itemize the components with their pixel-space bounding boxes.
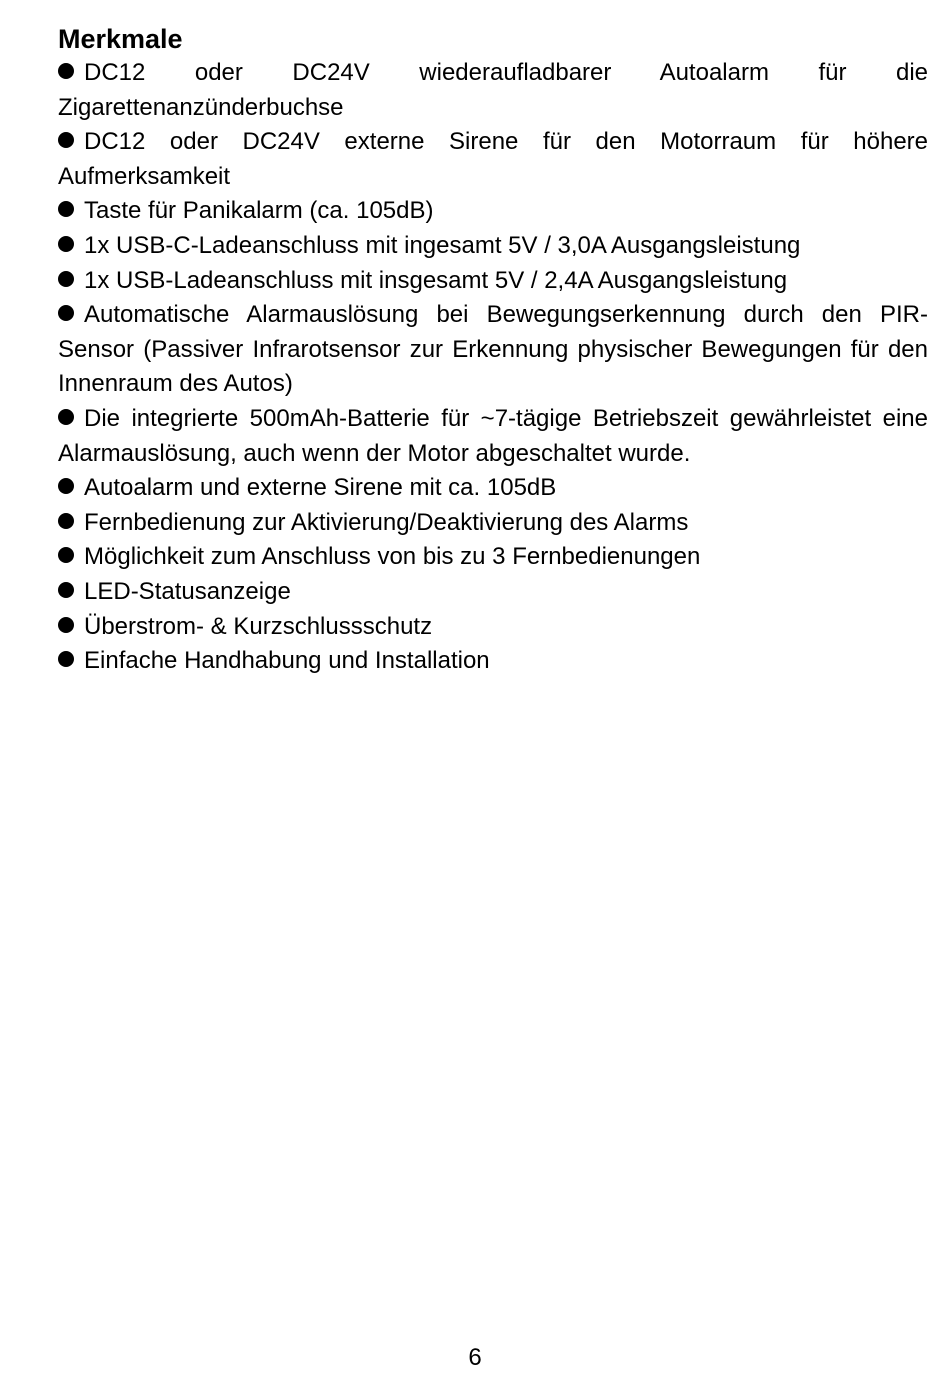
bullet-icon — [58, 201, 74, 217]
bullet-icon — [58, 651, 74, 667]
feature-text: DC12 oder DC24V externe Sirene für den Motorraum für höhere Aufmerksamkeit — [58, 128, 928, 190]
bullet-icon — [58, 132, 74, 148]
bullet-icon — [58, 617, 74, 633]
feature-item — [58, 229, 928, 264]
feature-item — [58, 194, 928, 229]
feature-text: 1x USB-Ladeanschluss mit insgesamt 5V / 2,4A Ausgangsleistung — [84, 266, 788, 294]
bullet-icon — [58, 513, 74, 529]
feature-item — [58, 298, 928, 402]
document-page — [58, 22, 928, 679]
bullet-icon — [58, 547, 74, 563]
feature-item — [58, 125, 928, 194]
feature-text: DC12 oder DC24V wiederaufladbarer Autoalarm für die Zigarettenanzünderbuchse — [58, 59, 928, 121]
bullet-icon — [58, 478, 74, 494]
feature-item — [58, 402, 928, 471]
feature-text: Automatische Alarmauslösung bei Bewegungserkennung durch den PIR-Sensor (Passiver Infrarotsensor zur Erkennung physischer Bewegungen für den Innenraum des Autos) — [58, 301, 928, 398]
section-heading: Merkmale — [58, 24, 183, 54]
feature-item — [58, 540, 928, 575]
feature-item — [58, 264, 928, 299]
feature-text: Einfache Handhabung und Installation — [84, 647, 490, 675]
bullet-icon — [58, 305, 74, 321]
feature-item — [58, 471, 928, 506]
bullet-icon — [58, 582, 74, 598]
page-number: 6 — [468, 1344, 482, 1371]
feature-text: Autoalarm und externe Sirene mit ca. 105dB — [84, 474, 557, 502]
bullet-icon — [58, 63, 74, 79]
feature-text: Taste für Panikalarm (ca. 105dB) — [84, 197, 434, 225]
feature-item — [58, 610, 928, 645]
feature-text: Möglichkeit zum Anschluss von bis zu 3 Fernbedienungen — [84, 543, 701, 571]
feature-item — [58, 506, 928, 541]
feature-text: 1x USB-C-Ladeanschluss mit ingesamt 5V / 3,0A Ausgangsleistung — [84, 231, 801, 259]
feature-item — [58, 56, 928, 125]
feature-text: Fernbedienung zur Aktivierung/Deaktivierung des Alarms — [84, 508, 689, 536]
feature-item — [58, 575, 928, 610]
bullet-icon — [58, 409, 74, 425]
feature-text: LED-Statusanzeige — [84, 577, 291, 605]
feature-list — [58, 56, 928, 679]
feature-text: Überstrom- & Kurzschlussschutz — [84, 612, 433, 640]
bullet-icon — [58, 236, 74, 252]
feature-text: Die integrierte 500mAh-Batterie für ~7-tägige Betriebszeit gewährleistet eine Alarmauslösung, auch wenn der Motor abgeschaltet wurde. — [58, 404, 928, 467]
bullet-icon — [58, 271, 74, 287]
feature-item — [58, 644, 928, 679]
